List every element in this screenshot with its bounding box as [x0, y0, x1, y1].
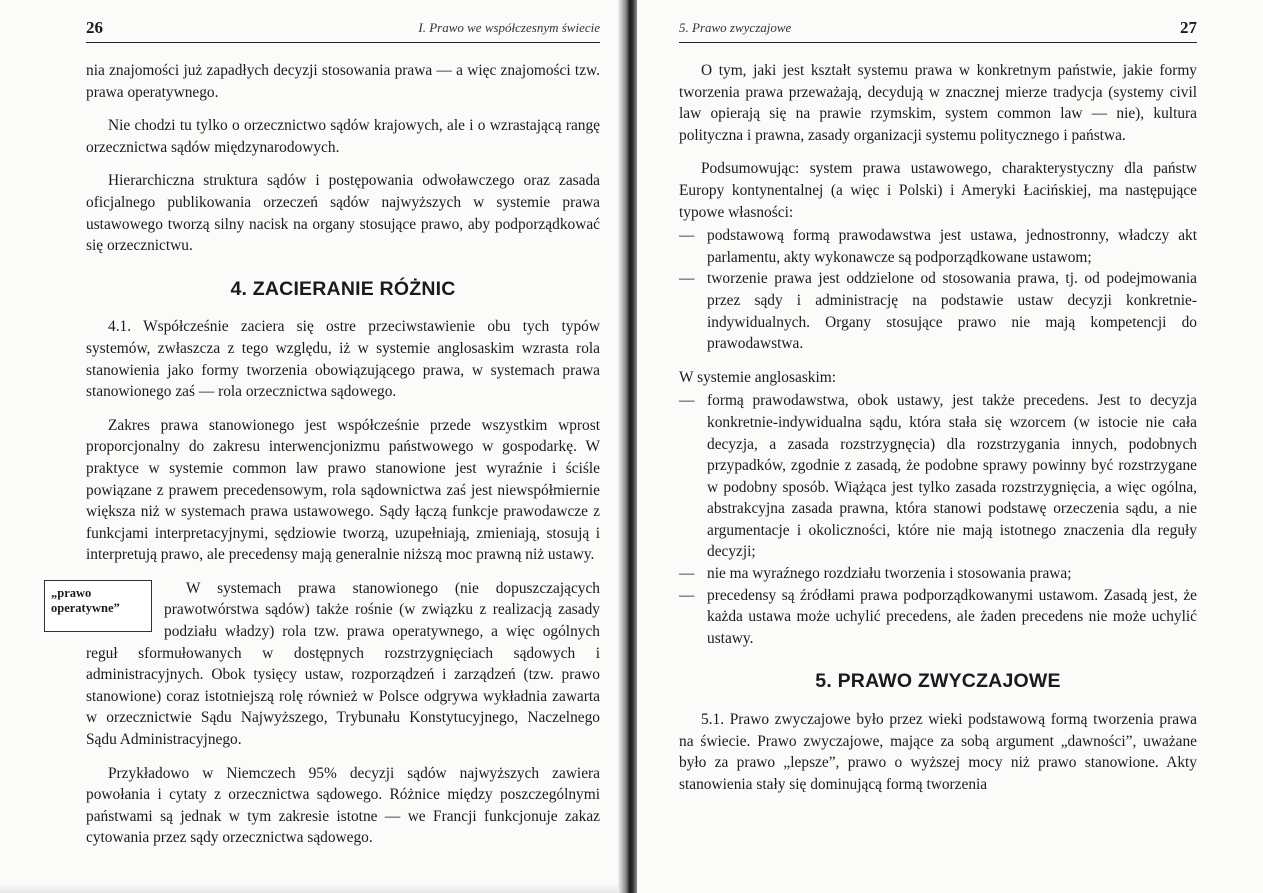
- page-number: 27: [1180, 18, 1197, 37]
- list-item: [679, 390, 1197, 563]
- text-column: [679, 60, 1197, 807]
- paragraph: W systemie anglosaskim:: [679, 368, 837, 386]
- list-item-text: formą prawodawstwa, obok ustawy, jest także precedens. Jest to decyzja konkretnie-indywidualna sądu, która stała się wzorcem (w istocie nie cała decyzja, a zasada rozstrzygnęcia) dla rozstrzygania innych, podobnych przypadków, zgodnie z zasadą, że podobne sprawy powinny być rozstrzygane w podobny sposób. Wiążąca jest tylko zasada rozstrzygnięcia, a więc ogólna, abstrakcyjna zasada prawna, która stanowi podstawę orzeczenia sądu, a nie argumentacje i okoliczności, które nie mają istotnego znaczenia dla reguły decyzji;: [707, 392, 1197, 561]
- property-list: [679, 225, 1197, 355]
- dash-bullet: —: [679, 565, 695, 583]
- paragraph: Podsumowując: system prawa ustawowego, charakterystyczny dla państw Europy kontynentalnej (a więc i Polski) i Ameryki Łacińskiej, ma następujące typowe własności:: [679, 160, 1197, 221]
- paragraph: nia znajomości już zapadłych decyzji stosowania prawa — a więc znajomości tzw. prawa operatywnego.: [86, 62, 600, 101]
- dash-bullet: —: [679, 392, 695, 410]
- dash-bullet: —: [679, 227, 695, 245]
- text-column: [51, 60, 600, 861]
- running-title: I. Prawo we współczesnym świecie: [418, 20, 600, 35]
- paragraph: 4.1. Współcześnie zaciera się ostre przeciwstawienie obu tych typów systemów, zwłaszcza z tego względu, iż w systemie anglosaskim wzrasta rola stanowienia jako formy tworzenia obowiązującego prawa, w systemach prawa stanowionego zaś — rola orzecznictwa sądowego.: [86, 318, 600, 401]
- page-header: [679, 18, 1197, 43]
- dash-bullet: —: [679, 586, 695, 604]
- paragraph: Zakres prawa stanowionego jest współcześnie przede wszystkim wprost proporcjonalny do zakresu interwencjonizmu państwowego w gospodarkę. W praktyce w systemie common law prawo stanowione jest wyraźnie i ściśle powiązane z prawem precedensowym, rola sądownictwa zaś jest niewspółmiernie większa niż w systemach prawa ustawowego. Sądy łączą funkcje prawodawcze z funkcjami interpretacyjnymi, sędziowie tworzą, uzupełniają, zmieniają, stosują i interpretują prawo, ale precedensy mają generalnie niższą moc prawną niż ustawy.: [86, 416, 600, 564]
- paragraph: 5.1. Prawo zwyczajowe było przez wieki podstawową formą tworzenia prawa na świecie. Prawo zwyczajowe, mające za sobą argument „dawności”, uważane było za prawo „lepsze”, prawo o wyższej mocy niż prawo stanowione. Akty stanowienia stały się dominującą formą tworzenia: [679, 711, 1197, 793]
- section-heading: 5. PRAWO ZWYCZAJOWE: [815, 670, 1061, 693]
- paragraph-with-margin-note: [51, 578, 600, 751]
- list-item: [679, 585, 1197, 650]
- list-item: [679, 563, 1197, 585]
- list-item-text: podstawową formą prawodawstwa jest ustawa, jednostronny, władczy akt parlamentu, akty wykonawcze są podporządkowane ustawom;: [707, 227, 1197, 266]
- paragraph: Przykładowo w Niemczech 95% decyzji sądów najwyższych zawiera powołania i cytaty z orzecznictwa sądowego. Różnice między poszczególnymi państwami są jednak w tym zakresie istotne — we Francji funkcjonuje zakaz cytowania przez sądy orzecznictwa sądowego.: [86, 764, 600, 847]
- page-header: [86, 18, 600, 43]
- left-page: [0, 0, 626, 893]
- dash-bullet: —: [679, 270, 695, 288]
- section-heading: 4. ZACIERANIE RÓŻNIC: [230, 277, 456, 300]
- margin-note: „prawo operatywne”: [44, 580, 152, 632]
- paragraph: Nie chodzi tu tylko o orzecznictwo sądów krajowych, ale i o wzrastającą rangę orzecznictwa sądów międzynarodowych.: [86, 117, 600, 156]
- paragraph: O tym, jaki jest kształt systemu prawa w konkretnym państwie, jakie formy tworzenia prawa przeważają, decydują w znacznej mierze tradycja (systemy civil law opierają się na prawie rzymskim, system common law — nie), kultura polityczna i prawna, zasady organizacji systemu politycznego i państwa.: [679, 62, 1197, 144]
- property-list: [679, 390, 1197, 649]
- list-item: [679, 268, 1197, 354]
- list-item: [679, 225, 1197, 268]
- running-title: 5. Prawo zwyczajowe: [679, 20, 792, 35]
- paragraph: Hierarchiczna struktura sądów i postępowania odwoławczego oraz zasada oficjalnego publikowania orzeczeń sądów najwyższych w systemie prawa ustawowego tworzą silny nacisk na organy stosujące prawo, aby podporządkować się orzecznictwu.: [86, 172, 600, 255]
- paragraph-text: W systemach prawa stanowionego (nie dopuszczających prawotwórstwa sądów) także rośnie (w związku z realizacją zasady podziału władzy) rola tzw. prawa operatywnego, a więc ogólnych reguł sformułowanych w dostępnych rozstrzygnięciach sądowych i administracyjnych. Obok tysięcy ustaw, rozporządzeń i zarządzeń (tzw. prawo stanowione) coraz istotniejszą rolę również w Polsce odgrywa wykładnia zawarta w orzecznictwie Sądu Najwyższego, Trybunału Konstytucyjnego, Naczelnego Sądu Administracyjnego.: [86, 579, 600, 749]
- list-item-text: precedensy są źródłami prawa podporządkowanymi ustawom. Zasadą jest, że każda ustawa może uchylić precedens, ale żaden precedens nie może uchylić ustawy.: [707, 586, 1197, 647]
- right-page: [637, 0, 1263, 893]
- list-item-text: tworzenie prawa jest oddzielone od stosowania prawa, tj. od podejmowania przez sądy i administrację na podstawie ustaw decyzji konkretnie-indywidualnych. Organy stosujące prawo nie mają kompetencji do prawodawstwa.: [707, 270, 1197, 353]
- list-item-text: nie ma wyraźnego rozdziału tworzenia i stosowania prawa;: [707, 565, 1072, 583]
- page-edge-shadow: [0, 883, 626, 893]
- page-number: 26: [86, 18, 103, 37]
